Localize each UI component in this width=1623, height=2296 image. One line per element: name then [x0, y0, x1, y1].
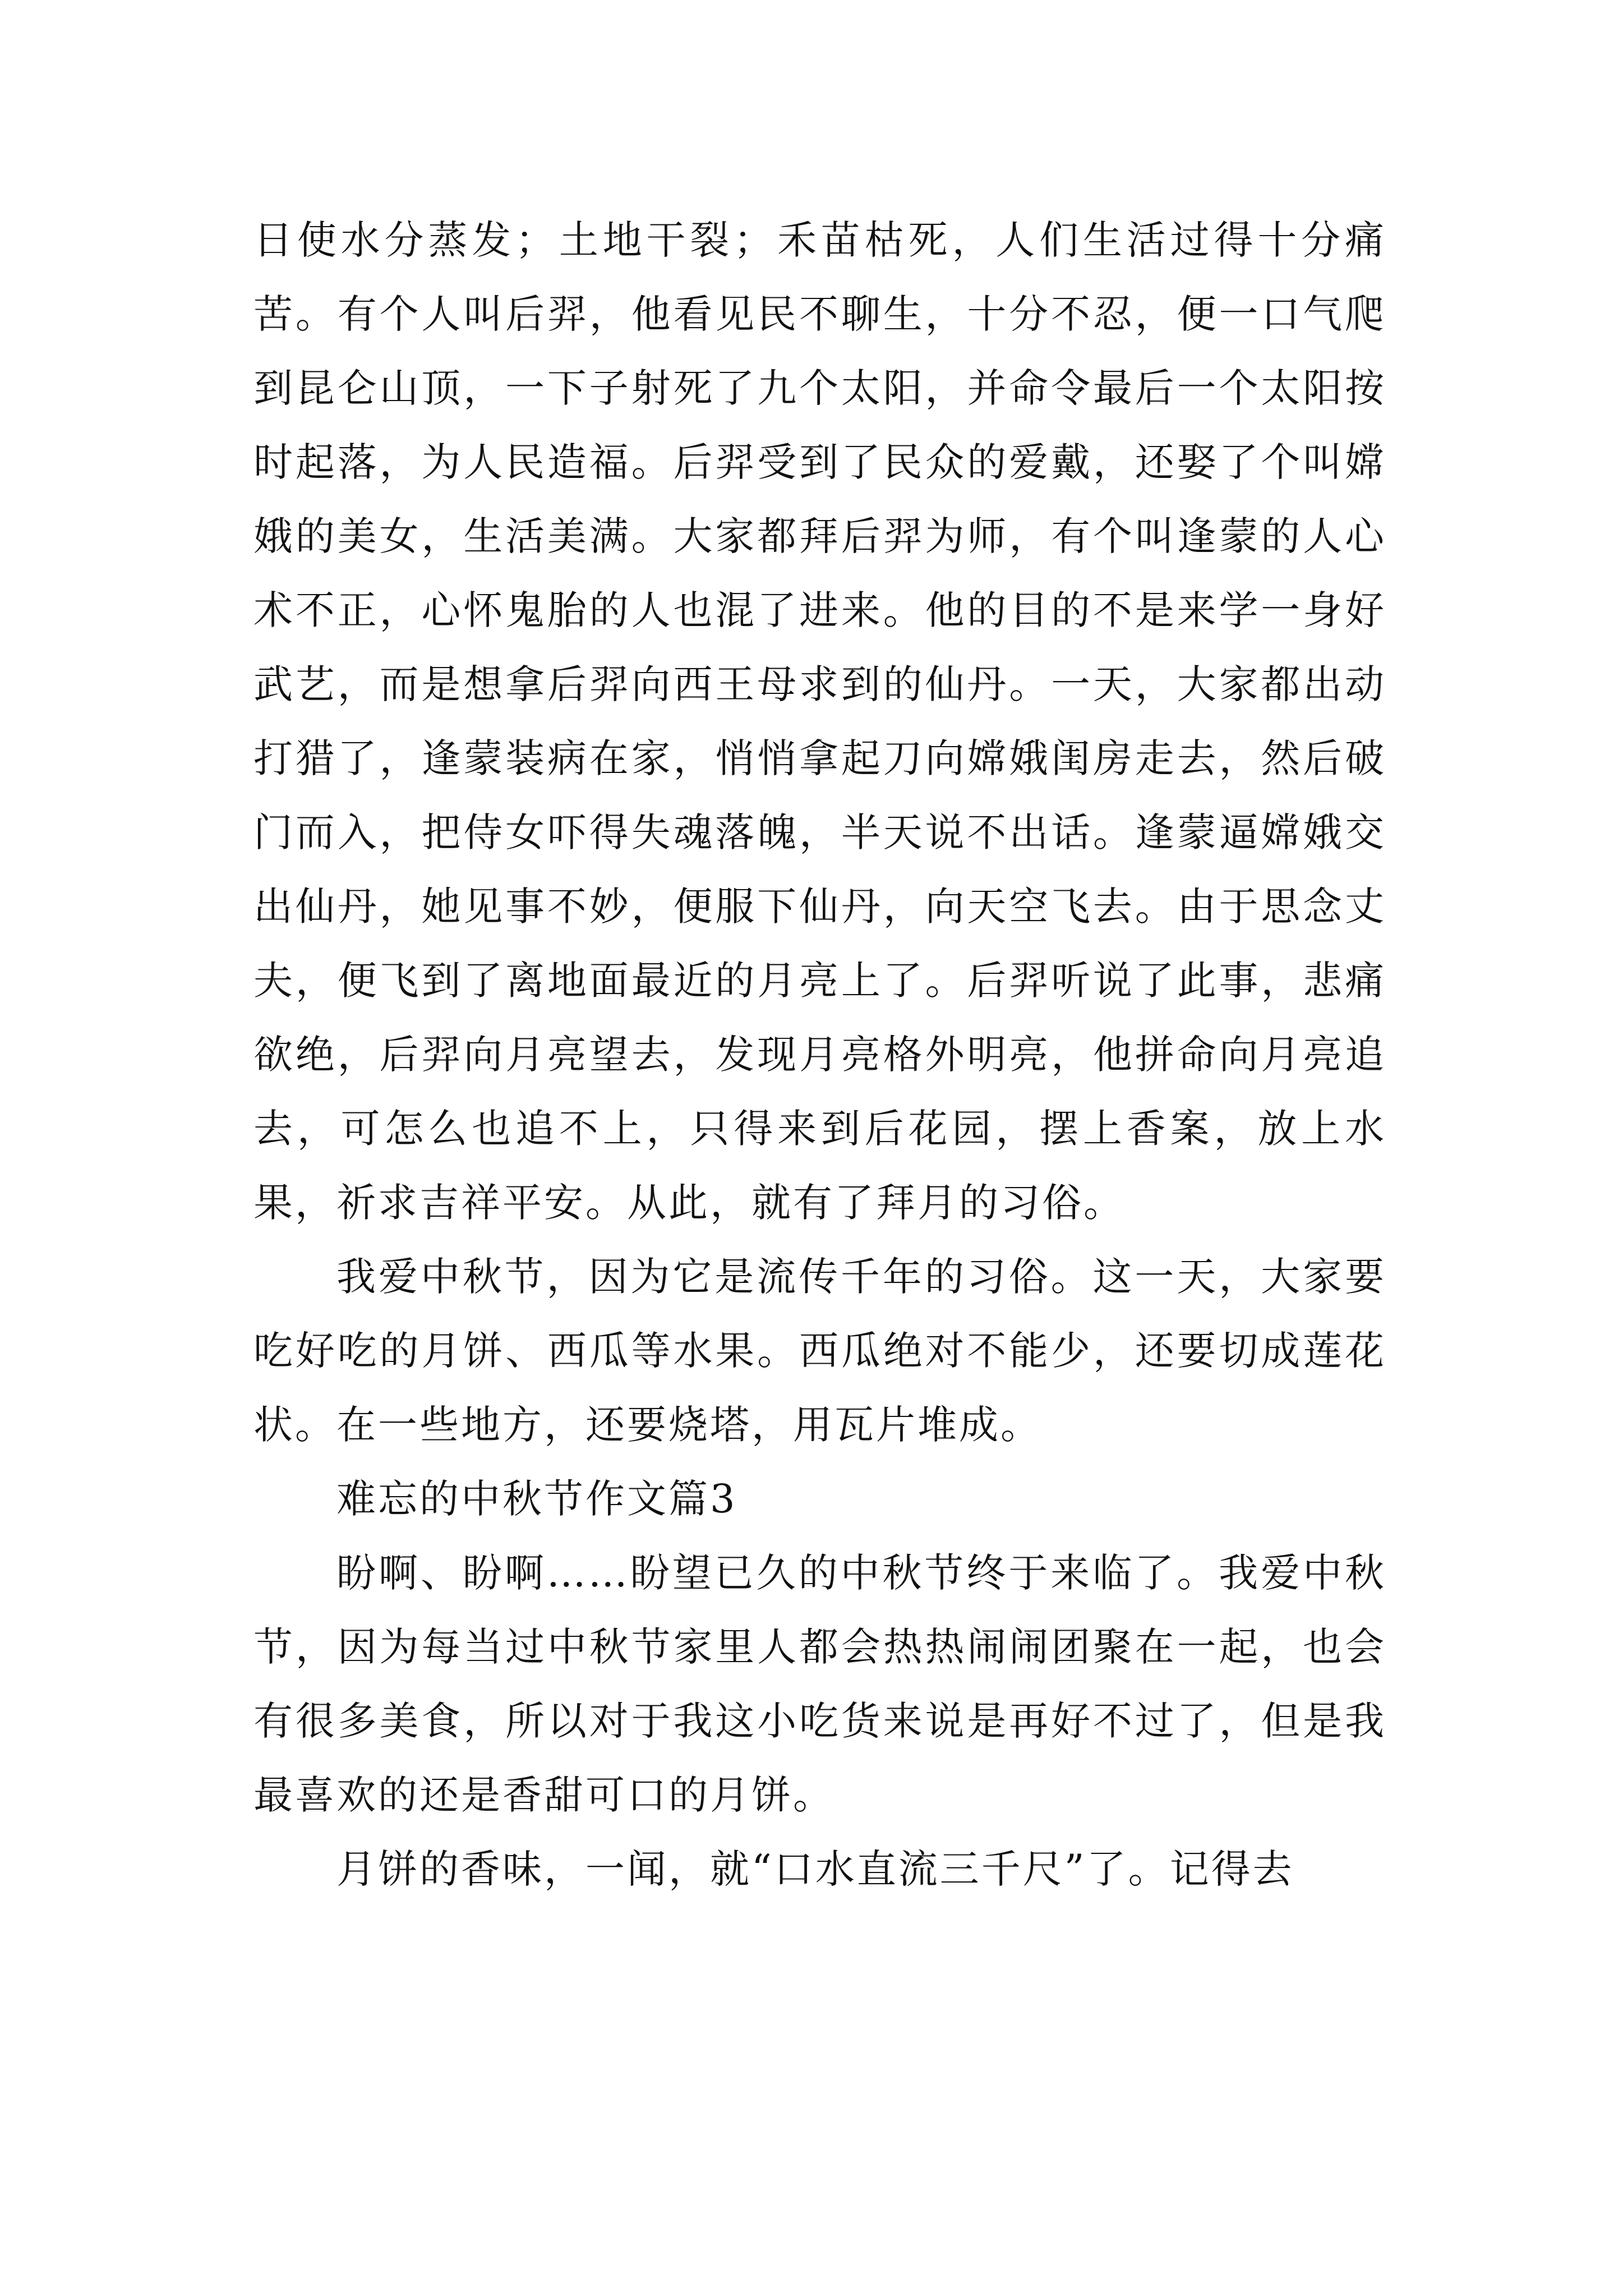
paragraph-love-mid-autumn: 我爱中秋节，因为它是流传千年的习俗。这一天，大家要吃好吃的月饼、西瓜等水果。西瓜绝对不能少，还要切成莲花状。在一些地方，还要烧塔，用瓦片堆成。: [253, 1254, 1386, 1448]
paragraph-waiting-festival: 盼啊、盼啊……盼望已久的中秋节终于来临了。我爱中秋节，因为每当过中秋节家里人都会热热闹闹团聚在一起，也会有很多美食，所以对于我这小吃货来说是再好不过了，但是我最喜欢的还是香甜可口的月饼。: [253, 1550, 1386, 1818]
essay-heading: 难忘的中秋节作文篇3: [336, 1476, 737, 1522]
paragraph-mooncake-smell: 月饼的香味，一闻，就“口水直流三千尺”了。记得去: [336, 1846, 1294, 1892]
paragraph-legend-houyi: 日使水分蒸发；土地干裂；禾苗枯死，人们生活过得十分痛苦。有个人叫后羿，他看见民不聊生，十分不忍，便一口气爬到昆仑山顶，一下子射死了九个太阳，并命令最后一个太阳按时起落，为人民造福。后羿受到了民众的爱戴，还娶了个叫嫦娥的美女，生活美满。大家都拜后羿为师，有个叫逢蒙的人心术不正，心怀鬼胎的人也混了进来。他的目的不是来学一身好武艺，而是想拿后羿向西王母求到的仙丹。一天，大家都出动打猎了，逢蒙装病在家，悄悄拿起刀向嫦娥闺房走去，然后破门而入，把侍女吓得失魂落魄，半天说不出话。逢蒙逼嫦娥交出仙丹，她见事不妙，便服下仙丹，向天空飞去。由于思念丈夫，便飞到了离地面最近的月亮上了。后羿听说了此事，悲痛欲绝，后羿向月亮望去，发现月亮格外明亮，他拼命向月亮追去，可怎么也追不上，只得来到后花园，摆上香案，放上水果，祈求吉祥平安。从此，就有了拜月的习俗。: [253, 217, 1386, 1226]
document-body: [253, 203, 1386, 1906]
